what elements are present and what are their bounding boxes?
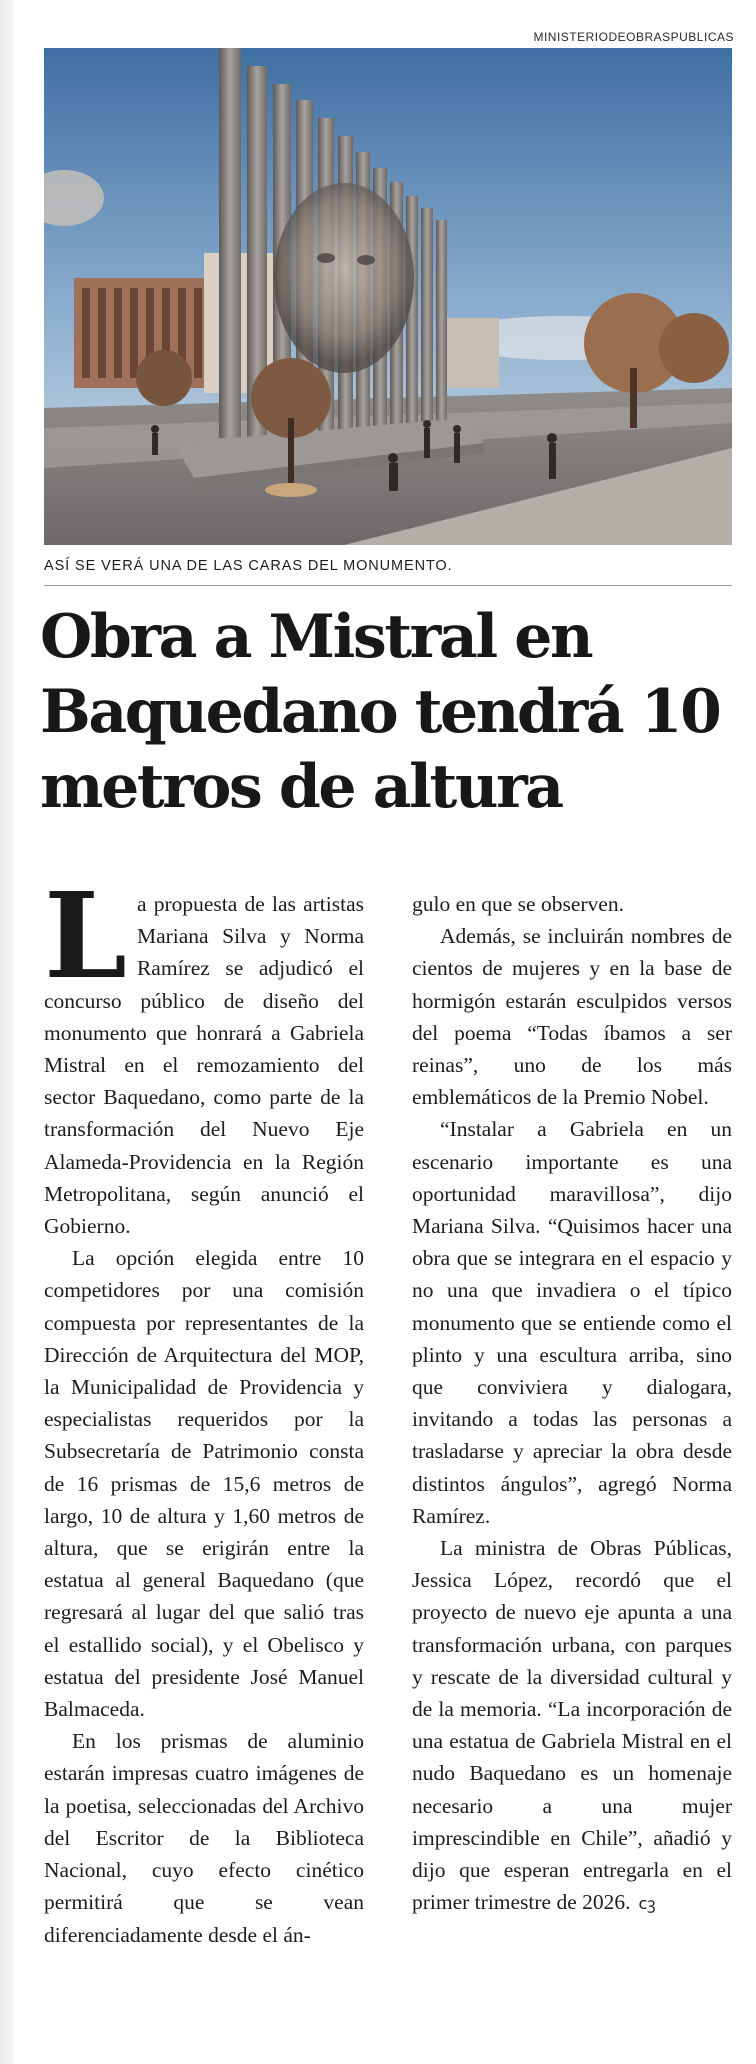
article-paragraph-5: “Instalar a Gabriela en un escenario importante es una oportunidad maravillosa”, dijo Mariana Silva. “Quisimos hacer una obra que se integrara en el espacio y no una que invadiera o el típico monumento que se entiende como el plinto y una escultura arriba, sino que conviviera y dialogara, invitando a todas las personas a trasladarse y apreciar la obra desde distintos ángulos”, agregó Norma Ramírez. — [412, 1117, 732, 1528]
article-paragraph-4: Además, se incluirán nombres de cientos de mujeres y en la base de hormigón estarán esculpidos versos del poema “Todas íbamos a ser reinas”, uno de los más emblemáticos de la Premio Nobel. — [412, 924, 732, 1110]
article-paragraph-2: La opción elegida entre 10 competidores por una comisión compuesta por representantes de la Dirección de Arquitectura del MOP, la Municipalidad de Providencia y especialistas requeridos por la Subsecretaría de Patrimonio consta de 16 prismas de 15,6 metros de largo, 10 de altura y 1,60 metros de altura, que se erigirán entre la estatua al general Baquedano (que regresará al lugar del que salió tras el estallido social), y el Obelisco y estatua del presidente José Manuel Balmaceda. — [44, 1246, 364, 1722]
headline: Obra a Mistral en Baquedano tendrá 10 metros de altura — [40, 602, 720, 822]
paragraph-text: a propuesta de las artistas Mariana Silva y Norma Ramírez se adjudicó el concurso público de diseño del monumento que honrará a Gabriela Mistral en el remozamiento del sector Baquedano, como parte de la transformación del Nuevo Eje Alameda-Providencia en la Región Metropolitana, según anunció el Gobierno. — [44, 892, 364, 1239]
end-of-article-mark: ᴄꝫ — [638, 1894, 656, 1914]
article-paragraph-3: En los prismas de aluminio estarán impresas cuatro imágenes de la poetisa, seleccionadas del Archivo del Escritor de la Biblioteca Nacional, cuyo efecto cinético permitirá que se vean diferenciadamente desde el án- — [44, 1729, 364, 1947]
monument-rendering-photo — [44, 48, 732, 545]
article-column-left — [44, 866, 364, 1951]
drop-cap: L — [44, 866, 127, 1005]
adjacent-page-edge — [0, 0, 14, 2064]
photo-credit: MINISTERIODEOBRASPUBLICAS — [533, 30, 734, 44]
article-column-right — [412, 888, 732, 1921]
article-paragraph-1 — [44, 866, 364, 1242]
photo-caption: ASÍ SE VERÁ UNA DE LAS CARAS DEL MONUMENTO. — [44, 558, 453, 574]
article-paragraph-6 — [412, 1532, 732, 1920]
paragraph-text: La ministra de Obras Públicas, Jessica López, recordó que el proyecto de nuevo eje apunta a una transformación urbana, con parques y rescate de la diversidad cultural y de la memoria. “La incorporación de una estatua de Gabriela Mistral en el nudo Baquedano es un homenaje necesario a una mujer imprescindible en Chile”, añadió y dijo que esperan entregarla en el primer trimestre de 2026. — [412, 1536, 732, 1915]
article-paragraph-3-continued: gulo en que se observen. — [412, 892, 624, 916]
caption-divider — [44, 585, 732, 586]
